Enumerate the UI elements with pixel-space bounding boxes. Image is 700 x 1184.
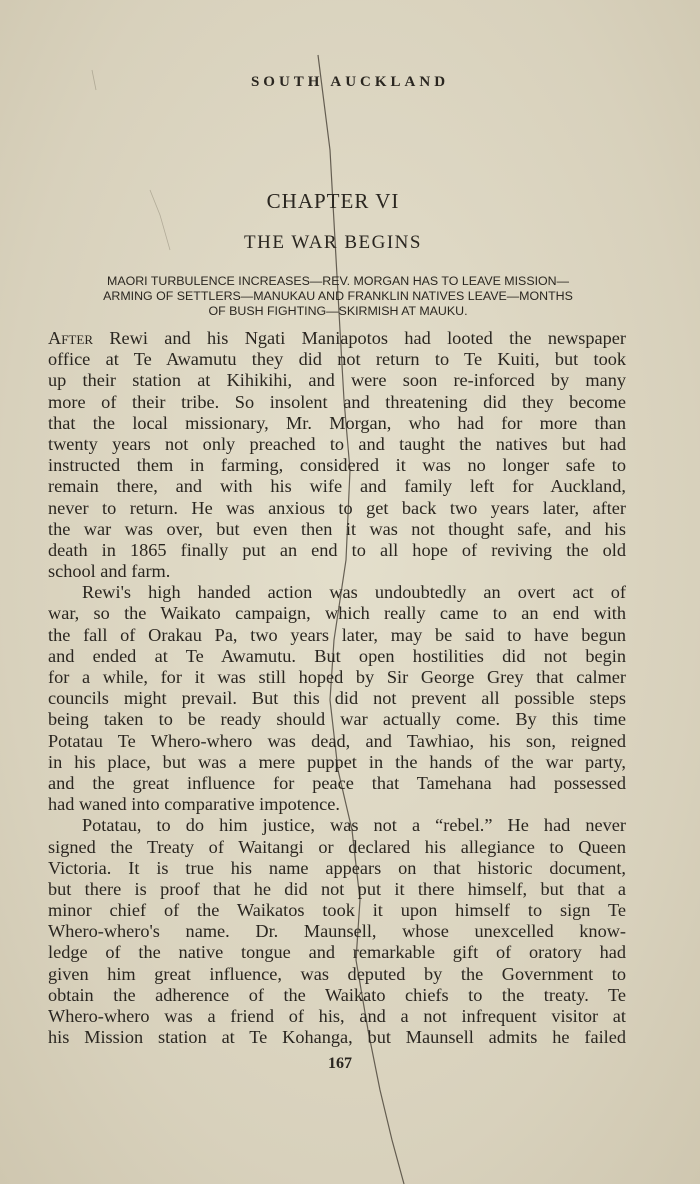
text-line: for a while, for it was still hoped by Sir George Grey that calmer	[48, 667, 626, 687]
text-line: but there is proof that he did not put it there himself, but that a	[48, 878, 626, 899]
chapter-number: CHAPTER VI	[266, 189, 400, 213]
text-line: ledge of the native tongue and remarkable gift of oratory had	[48, 942, 626, 963]
text-line: Potatau, to do him justice, was not a “rebel.” He had never	[82, 815, 626, 836]
text-line: death in 1865 finally put an end to all hope of reviving the old	[48, 539, 626, 560]
text-line: signed the Treaty of Waitangi or declared his allegiance to Queen	[48, 836, 626, 857]
text-line: the war was over, but even then it was not thought safe, and his	[48, 518, 626, 539]
text-line: school and farm.	[48, 561, 171, 582]
text-line: and ended at Te Awamutu. But open hostilities did not begin	[48, 645, 626, 666]
drop-word: After	[48, 328, 93, 348]
text-line: remain there, and with his wife and family left for Auckland,	[48, 476, 626, 497]
text-line: minor chief of the Waikatos took it upon himself to sign Te	[48, 900, 626, 921]
text-line: in his place, but was a mere puppet in the hands of the war party,	[48, 751, 626, 772]
text-line: war, so the Waikato campaign, which really came to an end with	[48, 603, 626, 624]
text-line: and the great influence for peace that Tamehana had possessed	[48, 772, 626, 793]
text-line: Victoria. It is true his name appears on that historic document,	[48, 857, 626, 878]
body-text	[48, 328, 626, 1048]
text-line: the fall of Orakau Pa, two years later, may be said to have begun	[48, 624, 626, 645]
synopsis-line: ARMING OF SETTLERS—MANUKAU AND FRANKLIN NATIVES LEAVE—MONTHS	[103, 289, 573, 303]
page-number: 167	[328, 1055, 352, 1072]
text-line: Whero-whero was a friend of his, and a not infrequent visitor at	[48, 1006, 626, 1026]
running-head: SOUTH AUCKLAND	[250, 74, 450, 90]
text-line: Whero-whero's name. Dr. Maunsell, whose unexcelled know-	[48, 921, 626, 942]
text-line: Rewi's high handed action was undoubtedly an overt act of	[82, 582, 626, 603]
text-line: instructed them in farming, considered it was no longer safe to	[48, 455, 626, 476]
text-line: up their station at Kihikihi, and were soon re-inforced by many	[48, 370, 626, 391]
text-line: given him great influence, was deputed by the Government to	[48, 963, 626, 984]
text-line: that the local missionary, Mr. Morgan, who had for more than	[48, 412, 626, 433]
synopsis-line: OF BUSH FIGHTING—SKIRMISH AT MAUKU.	[208, 304, 468, 318]
text-line: Potatau Te Whero-whero was dead, and Tawhiao, his son, reigned	[48, 730, 626, 751]
text-line: more of their tribe. So insolent and threatening did they become	[48, 391, 626, 412]
chapter-title: THE WAR BEGINS	[244, 232, 422, 253]
text-line: obtain the adherence of the Waikato chiefs to the treaty. Te	[48, 984, 626, 1005]
text-line: had waned into comparative impotence.	[48, 794, 340, 815]
chapter-synopsis	[48, 274, 628, 319]
text-line: twenty years not only preached to and taught the natives but had	[48, 433, 626, 454]
text-line: office at Te Awamutu they did not return to Te Kuiti, but took	[48, 349, 626, 370]
text-line: councils might prevail. But this did not prevent all possible steps	[48, 688, 626, 709]
text-line: being taken to be ready should war actually come. By this time	[48, 709, 626, 730]
text-line: After Rewi and his Ngati Maniapotos had looted the newspaper	[48, 328, 626, 348]
synopsis-line: MAORI TURBULENCE INCREASES—REV. MORGAN HAS TO LEAVE MISSION—	[107, 274, 569, 288]
text-line: never to return. He was anxious to get back two years later, after	[48, 497, 626, 518]
text-line: his Mission station at Te Kohanga, but Maunsell admits he failed	[48, 1027, 626, 1048]
